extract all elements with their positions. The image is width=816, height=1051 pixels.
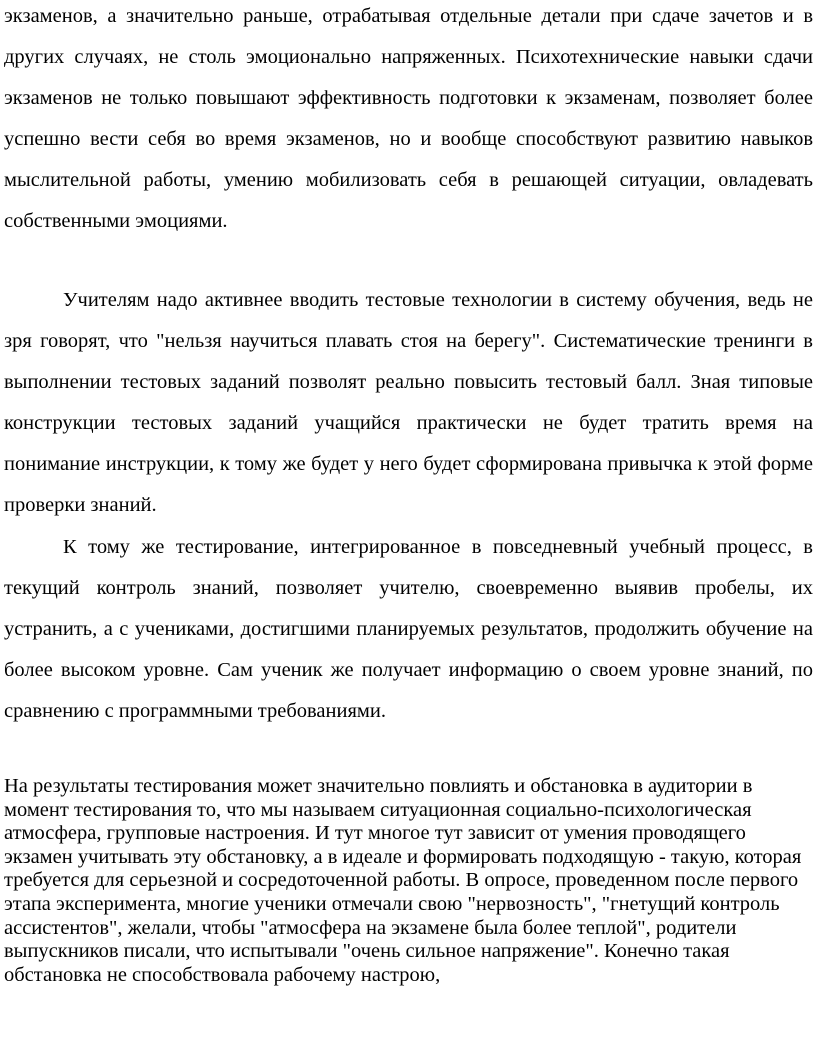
paragraph-1: экзаменов, а значительно раньше, отрабатывая отдельные детали при сдаче зачетов и в других случаях, не столь эмоционально напряженных. Психотехнические навыки сдачи экзаменов не только повышают эффективность подготовки к экзаменам, позволяет более успешно вести себя во время экзаменов, но и вообще способствуют развитию навыков мыслительной работы, умению мобилизовать себя в решающей ситуации, овладевать собственными эмоциями. <box>4 5 813 232</box>
paragraph-4: На результаты тестирования может значительно повлиять и обстановка в аудитории в момент тестирования то, что мы называем ситуационная социально-психологическая атмосфера, групповые настроения. И тут многое тут зависит от умения проводящего экзамен учитывать эту обстановку, а в идеале и формировать подходящую - такую, которая требуется для серьезной и сосредоточенной работы. В опросе, проведенном после первого этапа эксперимента, многие ученики отмечали свою "нервозность", "гнетущий контроль ассистентов", желали, чтобы "атмосфера на экзамене была более теплой", родители выпускников писали, что испытывали "очень сильное напряжение". Конечно такая обстановка не способствовала рабочему настрою, <box>4 775 802 986</box>
paragraph-2: Учителям надо активнее вводить тестовые технологии в систему обучения, ведь не зря говорят, что "нельзя научиться плавать стоя на берегу". Систематические тренинги в выполнении тестовых заданий позволят реально повысить тестовый балл. Зная типовые конструкции тестовых заданий учащийся практически не будет тратить время на понимание инструкции, к тому же будет у него будет сформирована привычка к этой форме проверки знаний. <box>4 289 813 516</box>
paragraph-3: К тому же тестирование, интегрированное в повседневный учебный процесс, в текущий контроль знаний, позволяет учителю, своевременно выявив пробелы, их устранить, а с учениками, достигшими планируемых результатов, продолжить обучение на более высоком уровне. Сам ученик же получает информацию о своем уровне знаний, по сравнению с программными требованиями. <box>4 536 813 722</box>
